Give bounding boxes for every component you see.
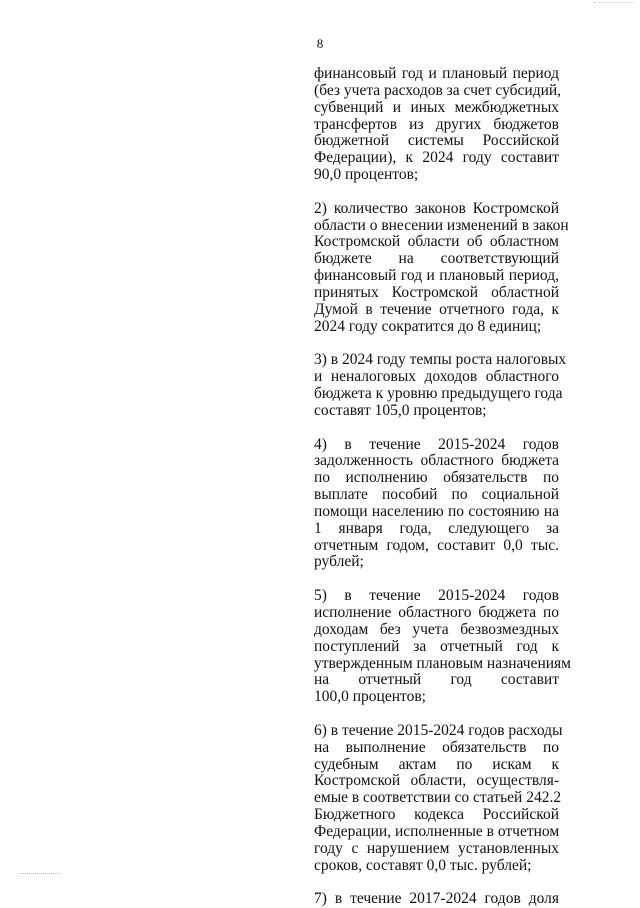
text-line: области о внесении изменений в закон — [314, 216, 569, 234]
text-line: Думой в течение отчетного года, к — [314, 300, 559, 318]
scan-artifact-top — [594, 2, 634, 6]
text-line: 3) в 2024 году темпы роста налоговых — [314, 351, 567, 369]
text-line: выплате пособий по социальной — [314, 486, 559, 504]
text-line: 90,0 процентов; — [314, 166, 419, 184]
paragraph-spacer — [314, 420, 559, 437]
paragraph-spacer — [314, 875, 559, 892]
text-line: финансовый год и плановый период, — [314, 267, 559, 285]
text-line: Бюджетного кодекса Российской — [314, 806, 559, 824]
paragraph-6 — [314, 721, 563, 875]
text-line: 2024 году сократится до 8 единиц; — [314, 317, 542, 335]
text-line: поступлений за отчетный год к — [314, 637, 559, 655]
text-line: на выполнение обязательств по — [314, 738, 559, 756]
text-line: Костромской области, осуществля- — [314, 772, 559, 790]
text-line: на отчетный год составит — [314, 671, 559, 689]
paragraph-spacer — [314, 336, 559, 353]
text-line: рублей; — [314, 553, 364, 571]
text-line: 7) в течение 2017-2024 годов доля — [314, 890, 559, 908]
text-line: субвенций и иных межбюджетных — [314, 98, 559, 116]
text-line: помощи населению по состоянию на — [314, 502, 559, 520]
text-line: и неналоговых доходов областного — [314, 368, 559, 386]
text-line: емые в соответствии со статьей 242.2 — [314, 789, 562, 807]
paragraph-1 — [314, 65, 562, 184]
page-number: 8 — [316, 36, 324, 51]
text-line: году с нарушением установленных — [314, 839, 559, 857]
text-line: доходам без учета безвозмездных — [314, 620, 559, 638]
text-line: бюджетной системы Российской — [314, 132, 559, 150]
paragraph-spacer — [314, 184, 559, 201]
text-line: исполнение областного бюджета по — [314, 604, 559, 621]
text-line: Федерации), к 2024 году составит — [314, 149, 559, 167]
text-line: 5) в течение 2015-2024 годов — [314, 587, 559, 605]
text-line: сроков, составят 0,0 тыс. рублей; — [314, 856, 532, 874]
text-line: 6) в течение 2015-2024 годов расходы — [314, 721, 563, 739]
paragraph-spacer — [314, 706, 559, 723]
paragraph-7 — [314, 891, 559, 908]
text-line: утвержденным плановым назначениям — [314, 654, 571, 672]
text-line: финансовый год и плановый период — [314, 65, 559, 82]
text-line: (без учета расходов за счет субсидий, — [314, 81, 562, 99]
text-line: составят 105,0 процентов; — [314, 401, 487, 419]
text-line: 1 января года, следующего за — [314, 519, 559, 537]
text-line: принятых Костромской областной — [314, 283, 559, 301]
paragraph-3 — [314, 351, 567, 419]
scan-artifact-bottom — [20, 873, 60, 876]
text-line: 4) в течение 2015-2024 годов — [314, 435, 559, 453]
text-line: судебным актам по искам к — [314, 755, 559, 773]
paragraph-spacer — [314, 571, 559, 588]
text-line: по исполнению обязательств по — [314, 469, 559, 487]
paragraph-5 — [314, 587, 571, 706]
text-line: отчетным годом, составит 0,0 тыс. — [314, 536, 559, 554]
text-line: Федерации, исполненные в отчетном — [314, 822, 560, 840]
document-text-column — [314, 65, 571, 908]
text-line: 2) количество законов Костромской — [314, 199, 559, 217]
text-line: 100,0 процентов; — [314, 688, 426, 706]
text-line: трансфертов из других бюджетов — [314, 115, 559, 133]
paragraph-4 — [314, 437, 559, 572]
text-line: задолженность областного бюджета — [314, 452, 559, 470]
text-line: бюджете на соответствующий — [314, 250, 559, 268]
text-line: Костромской области об областном — [314, 233, 559, 251]
paragraph-2 — [314, 199, 569, 336]
text-line: бюджета к уровню предыдущего года — [314, 385, 563, 403]
